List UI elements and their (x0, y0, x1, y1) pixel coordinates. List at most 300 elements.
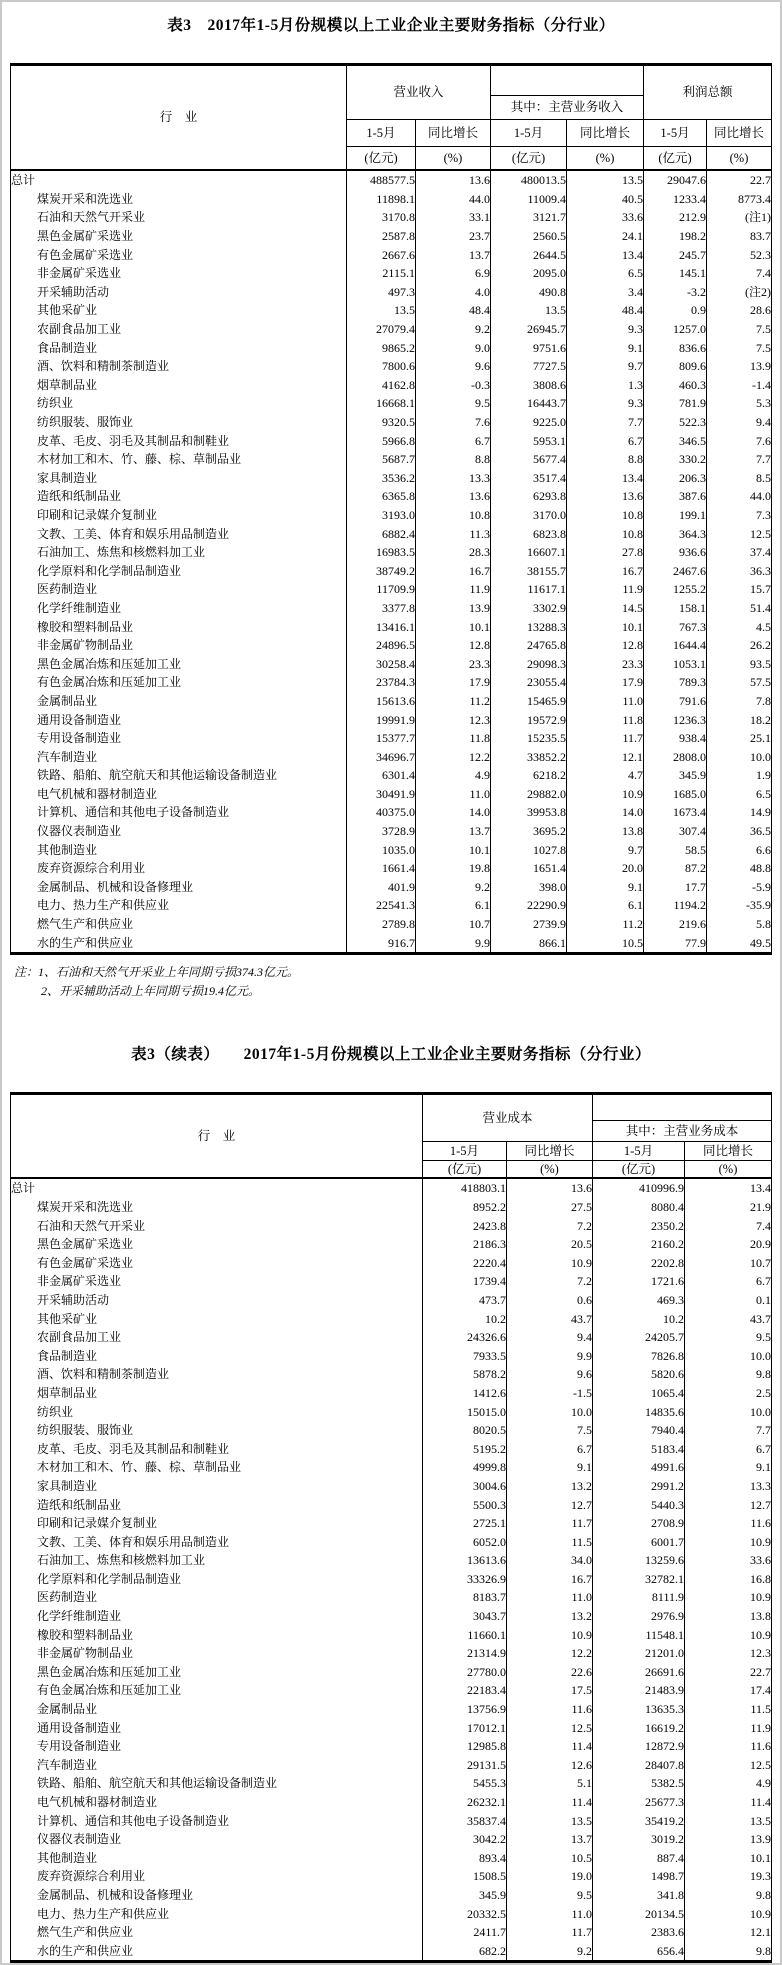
value-cell: 7.6 (707, 431, 772, 450)
value-cell: 522.3 (644, 413, 707, 432)
value-cell: 13288.3 (491, 617, 567, 636)
value-cell: 10.9 (506, 1625, 592, 1644)
value-cell: 9.1 (567, 878, 644, 897)
value-cell: 12.7 (506, 1495, 592, 1514)
value-cell: 145.1 (644, 264, 707, 283)
value-cell: 473.7 (422, 1291, 506, 1310)
table-row (10, 543, 771, 562)
industry-label: 石油加工、炼焦和核燃料加工业 (10, 1551, 422, 1570)
value-cell: 30491.9 (346, 785, 415, 804)
value-cell: 21201.0 (593, 1644, 685, 1663)
value-cell: 10.2 (593, 1309, 685, 1328)
industry-label: 金属制品、机械和设备修理业 (10, 878, 346, 897)
value-cell: 1508.5 (422, 1867, 506, 1886)
value-cell: 1.9 (707, 766, 772, 785)
value-cell: 346.5 (644, 431, 707, 450)
table-row (10, 524, 771, 543)
value-cell: 12.2 (506, 1644, 592, 1663)
value-cell: 26.2 (707, 636, 772, 655)
value-cell: 9.2 (415, 320, 490, 339)
value-cell: 11660.1 (422, 1625, 506, 1644)
value-cell: 7.4 (685, 1216, 772, 1235)
value-cell: 49.5 (707, 933, 772, 953)
value-cell: 8.8 (415, 450, 490, 469)
value-cell: 11.3 (415, 524, 490, 543)
table-row (10, 1681, 771, 1700)
value-cell: 6293.8 (491, 487, 567, 506)
industry-label: 橡胶和塑料制品业 (10, 1625, 422, 1644)
col-header-period: 1-5月 (644, 120, 707, 147)
value-cell: 1644.4 (644, 636, 707, 655)
value-cell: 21.9 (685, 1198, 772, 1217)
value-cell: 11.6 (685, 1737, 772, 1756)
table-row (10, 1365, 771, 1384)
value-cell: 3121.7 (491, 208, 567, 227)
value-cell: 4162.8 (346, 376, 415, 395)
table-row (10, 487, 771, 506)
industry-label: 医药制造业 (10, 1588, 422, 1607)
industry-label: 专用设备制造业 (10, 729, 346, 748)
value-cell: 6218.2 (491, 766, 567, 785)
industry-label: 印刷和记录媒介复制业 (10, 1514, 422, 1533)
footnote-1: 注：1、石油和天然气开采业上年同期亏损374.3亿元。 (14, 964, 300, 979)
value-cell: -3.2 (644, 283, 707, 302)
value-cell: 13.9 (707, 357, 772, 376)
value-cell: 3004.6 (422, 1477, 506, 1496)
industry-label: 石油和天然气开采业 (10, 208, 346, 227)
col-unit-value: (亿元) (593, 1161, 685, 1179)
value-cell: 10.8 (415, 506, 490, 525)
value-cell: 25677.3 (593, 1793, 685, 1812)
value-cell: 11009.4 (491, 190, 567, 209)
value-cell: 3170.0 (491, 506, 567, 525)
value-cell: 27780.0 (422, 1663, 506, 1682)
industry-label: 造纸和纸制品业 (10, 1495, 422, 1514)
col-header-period: 1-5月 (491, 120, 567, 147)
value-cell: 29098.3 (491, 654, 567, 673)
table-row (10, 1328, 771, 1347)
value-cell: 22183.4 (422, 1681, 506, 1700)
value-cell: 1035.0 (346, 840, 415, 859)
value-cell: 10.9 (685, 1588, 772, 1607)
value-cell: 11709.9 (346, 580, 415, 599)
value-cell: 12.1 (567, 747, 644, 766)
industry-label: 化学纤维制造业 (10, 1607, 422, 1626)
value-cell: 245.7 (644, 245, 707, 264)
table-row (10, 915, 771, 934)
value-cell: 44.0 (415, 190, 490, 209)
value-cell: 469.3 (593, 1291, 685, 1310)
table-row (10, 1551, 771, 1570)
value-cell: 21314.9 (422, 1644, 506, 1663)
value-cell: (注2) (707, 283, 772, 302)
value-cell: 2202.8 (593, 1254, 685, 1273)
value-cell: 398.0 (491, 878, 567, 897)
table-row (10, 1904, 771, 1923)
value-cell: 7933.5 (422, 1346, 506, 1365)
value-cell: (注1) (707, 208, 772, 227)
value-cell: 13.5 (506, 1811, 592, 1830)
table-row (10, 1718, 771, 1737)
value-cell: 3808.6 (491, 376, 567, 395)
value-cell: 11.6 (685, 1514, 772, 1533)
industry-label: 总计 (10, 170, 346, 190)
value-cell: 12.5 (685, 1756, 772, 1775)
industry-label: 木材加工和木、竹、藤、棕、草制品业 (10, 450, 346, 469)
value-cell: 9.6 (415, 357, 490, 376)
value-cell: 13.6 (415, 170, 490, 190)
value-cell: 10.9 (685, 1904, 772, 1923)
value-cell: 15613.6 (346, 692, 415, 711)
value-cell: 10.7 (685, 1254, 772, 1273)
value-cell: 22.7 (685, 1663, 772, 1682)
value-cell: 836.6 (644, 338, 707, 357)
value-cell: 9.5 (506, 1886, 592, 1905)
value-cell: 52.3 (707, 245, 772, 264)
value-cell: 57.5 (707, 673, 772, 692)
value-cell: 1236.3 (644, 710, 707, 729)
value-cell: 866.1 (491, 933, 567, 953)
value-cell: 460.3 (644, 376, 707, 395)
value-cell: 9.4 (506, 1328, 592, 1347)
value-cell: 12.8 (567, 636, 644, 655)
table-row (10, 1514, 771, 1533)
value-cell: 28.6 (707, 301, 772, 320)
value-cell: 11.0 (506, 1588, 592, 1607)
value-cell: 51.4 (707, 599, 772, 618)
value-cell: 38749.2 (346, 561, 415, 580)
value-cell: 5953.1 (491, 431, 567, 450)
col-group-revenue: 营业收入 (346, 65, 490, 120)
value-cell: 9.4 (707, 413, 772, 432)
value-cell: 8.5 (707, 469, 772, 488)
value-cell: 13.6 (567, 487, 644, 506)
value-cell: 13.7 (415, 822, 490, 841)
industry-label: 非金属矿物制品业 (10, 1644, 422, 1663)
industry-label: 纺织业 (10, 394, 346, 413)
table-row (10, 413, 771, 432)
value-cell: 6.5 (567, 264, 644, 283)
value-cell: 6.7 (567, 431, 644, 450)
value-cell: 198.2 (644, 227, 707, 246)
col-unit-value: (亿元) (644, 147, 707, 171)
value-cell: 158.1 (644, 599, 707, 618)
value-cell: 21483.9 (593, 1681, 685, 1700)
value-cell: 11548.1 (593, 1625, 685, 1644)
value-cell: 17.9 (567, 673, 644, 692)
value-cell: 4.9 (685, 1774, 772, 1793)
col-header-growth: 同比增长 (685, 1142, 772, 1161)
value-cell: 10.9 (506, 1254, 592, 1273)
value-cell: 28407.8 (593, 1756, 685, 1775)
value-cell: 2708.9 (593, 1514, 685, 1533)
value-cell: 5878.2 (422, 1365, 506, 1384)
value-cell: 26691.6 (593, 1663, 685, 1682)
value-cell: 10.7 (415, 915, 490, 934)
value-cell: 7.4 (707, 264, 772, 283)
value-cell: 34696.7 (346, 747, 415, 766)
value-cell: 43.7 (685, 1309, 772, 1328)
table-row (10, 1216, 771, 1235)
value-cell: 12.3 (685, 1644, 772, 1663)
value-cell: 15377.7 (346, 729, 415, 748)
table-financial-indicators-cost (10, 1092, 772, 1963)
value-cell: 0.6 (506, 1291, 592, 1310)
value-cell: 7940.4 (593, 1421, 685, 1440)
table-row (10, 1309, 771, 1328)
col-unit-pct: (%) (415, 147, 490, 171)
industry-label: 家具制造业 (10, 1477, 422, 1496)
value-cell: 29047.6 (644, 170, 707, 190)
value-cell: 33.6 (685, 1551, 772, 1570)
value-cell: 410996.9 (593, 1178, 685, 1198)
table-row (10, 394, 771, 413)
value-cell: 488577.5 (346, 170, 415, 190)
value-cell: 6.7 (506, 1439, 592, 1458)
value-cell: 48.4 (567, 301, 644, 320)
col-unit-pct: (%) (506, 1161, 592, 1179)
value-cell: 767.3 (644, 617, 707, 636)
value-cell: 10.5 (567, 933, 644, 953)
value-cell: 364.3 (644, 524, 707, 543)
value-cell: 14.5 (567, 599, 644, 618)
col-unit-pct: (%) (685, 1161, 772, 1179)
value-cell: 16.7 (567, 561, 644, 580)
value-cell: 6.7 (415, 431, 490, 450)
table-row (10, 1849, 771, 1868)
industry-label: 汽车制造业 (10, 747, 346, 766)
value-cell: 13.4 (685, 1178, 772, 1198)
table-row (10, 1793, 771, 1812)
value-cell: 3193.0 (346, 506, 415, 525)
value-cell: 11.9 (567, 580, 644, 599)
header-spacer (491, 65, 644, 96)
value-cell: 32782.1 (593, 1570, 685, 1589)
value-cell: 11.5 (685, 1700, 772, 1719)
industry-label: 电气机械和器材制造业 (10, 1793, 422, 1812)
value-cell: 16.7 (415, 561, 490, 580)
table-financial-indicators-revenue-profit (10, 63, 772, 955)
table-row (10, 1384, 771, 1403)
value-cell: 35837.4 (422, 1811, 506, 1830)
industry-label: 开采辅助活动 (10, 283, 346, 302)
industry-label: 非金属矿采选业 (10, 264, 346, 283)
industry-label: 煤炭开采和洗选业 (10, 190, 346, 209)
value-cell: 12.3 (415, 710, 490, 729)
value-cell: 789.3 (644, 673, 707, 692)
value-cell: 77.9 (644, 933, 707, 953)
industry-label: 食品制造业 (10, 338, 346, 357)
value-cell: 36.3 (707, 561, 772, 580)
value-cell: 1498.7 (593, 1867, 685, 1886)
table-row (10, 1756, 771, 1775)
value-cell: 43.7 (506, 1309, 592, 1328)
industry-label: 燃气生产和供应业 (10, 915, 346, 934)
value-cell: 3695.2 (491, 822, 567, 841)
value-cell: 23.3 (567, 654, 644, 673)
value-cell: 1673.4 (644, 803, 707, 822)
value-cell: 24326.6 (422, 1328, 506, 1347)
industry-label: 食品制造业 (10, 1346, 422, 1365)
value-cell: 8111.9 (593, 1588, 685, 1607)
table-row (10, 654, 771, 673)
value-cell: 10.2 (422, 1309, 506, 1328)
value-cell: 33852.2 (491, 747, 567, 766)
value-cell: 9.7 (567, 840, 644, 859)
value-cell: 13.6 (506, 1178, 592, 1198)
value-cell: 15015.0 (422, 1402, 506, 1421)
industry-label: 农副食品加工业 (10, 320, 346, 339)
value-cell: 11.7 (506, 1514, 592, 1533)
value-cell: 48.8 (707, 859, 772, 878)
value-cell: 1194.2 (644, 896, 707, 915)
value-cell: 9.3 (567, 320, 644, 339)
value-cell: 23.7 (415, 227, 490, 246)
industry-label: 造纸和纸制品业 (10, 487, 346, 506)
industry-label: 废弃资源综合利用业 (10, 859, 346, 878)
value-cell: 16668.1 (346, 394, 415, 413)
value-cell: 18.2 (707, 710, 772, 729)
industry-label: 酒、饮料和精制茶制造业 (10, 1365, 422, 1384)
footnote-2: 2、开采辅助活动上年同期亏损19.4亿元。 (41, 983, 261, 998)
table-row (10, 878, 771, 897)
value-cell: 6.7 (685, 1272, 772, 1291)
value-cell: 3302.9 (491, 599, 567, 618)
table-row (10, 469, 771, 488)
table1-title: 表3 2017年1-5月份规模以上工业企业主要财务指标（分行业） (167, 17, 615, 34)
industry-label: 通用设备制造业 (10, 1718, 422, 1737)
value-cell: 11.4 (506, 1793, 592, 1812)
value-cell: 7.7 (685, 1421, 772, 1440)
value-cell: 387.6 (644, 487, 707, 506)
value-cell: 23055.4 (491, 673, 567, 692)
value-cell: 24765.8 (491, 636, 567, 655)
value-cell: 6.7 (685, 1439, 772, 1458)
value-cell: 5677.4 (491, 450, 567, 469)
col-header-industry: 行 业 (10, 1094, 422, 1179)
value-cell: 3728.9 (346, 822, 415, 841)
value-cell: 10.5 (506, 1849, 592, 1868)
value-cell: 87.2 (644, 859, 707, 878)
table-row (10, 1346, 771, 1365)
value-cell: 9.9 (415, 933, 490, 953)
table-row (10, 617, 771, 636)
value-cell: 938.4 (644, 729, 707, 748)
value-cell: 11.0 (567, 692, 644, 711)
value-cell: 5820.6 (593, 1365, 685, 1384)
value-cell: 19.8 (415, 859, 490, 878)
value-cell: 13.6 (415, 487, 490, 506)
industry-label: 仪器仪表制造业 (10, 1830, 422, 1849)
value-cell: -1.4 (707, 376, 772, 395)
value-cell: 11.8 (415, 729, 490, 748)
value-cell: 9.5 (415, 394, 490, 413)
table-row (10, 1588, 771, 1607)
table-row (10, 1570, 771, 1589)
value-cell: 2115.1 (346, 264, 415, 283)
value-cell: 2220.4 (422, 1254, 506, 1273)
value-cell: 7.7 (707, 450, 772, 469)
table-row (10, 822, 771, 841)
value-cell: 7.2 (506, 1216, 592, 1235)
industry-label: 电力、热力生产和供应业 (10, 896, 346, 915)
table-row (10, 1607, 771, 1626)
value-cell: 5382.5 (593, 1774, 685, 1793)
value-cell: 83.7 (707, 227, 772, 246)
value-cell: 17.9 (415, 673, 490, 692)
value-cell: 12.8 (415, 636, 490, 655)
value-cell: 48.4 (415, 301, 490, 320)
value-cell: 27079.4 (346, 320, 415, 339)
value-cell: 7826.8 (593, 1346, 685, 1365)
value-cell: 3377.8 (346, 599, 415, 618)
value-cell: 341.8 (593, 1886, 685, 1905)
value-cell: 11.9 (415, 580, 490, 599)
table-row (10, 599, 771, 618)
table-row (10, 896, 771, 915)
table-row (10, 1458, 771, 1477)
table-row (10, 1495, 771, 1514)
value-cell: 3536.2 (346, 469, 415, 488)
value-cell: 0.1 (685, 1291, 772, 1310)
value-cell: 15235.5 (491, 729, 567, 748)
value-cell: 13.2 (506, 1607, 592, 1626)
value-cell: 1257.0 (644, 320, 707, 339)
value-cell: 14.9 (707, 803, 772, 822)
table-row (10, 301, 771, 320)
value-cell: 2383.6 (593, 1923, 685, 1942)
value-cell: 37.4 (707, 543, 772, 562)
industry-label: 石油和天然气开采业 (10, 1216, 422, 1235)
industry-label: 酒、饮料和精制茶制造业 (10, 357, 346, 376)
value-cell: 11.0 (506, 1904, 592, 1923)
value-cell: 5.3 (707, 394, 772, 413)
table-row (10, 1178, 771, 1198)
value-cell: 13.7 (415, 245, 490, 264)
industry-label: 燃气生产和供应业 (10, 1923, 422, 1942)
value-cell: 480013.5 (491, 170, 567, 190)
table2-header (10, 1094, 771, 1179)
value-cell: 23.3 (415, 654, 490, 673)
industry-label: 医药制造业 (10, 580, 346, 599)
table-row (10, 170, 771, 190)
value-cell: 19.0 (506, 1867, 592, 1886)
industry-label: 石油加工、炼焦和核燃料加工业 (10, 543, 346, 562)
table-row (10, 1830, 771, 1849)
value-cell: 656.4 (593, 1941, 685, 1961)
value-cell: 15465.9 (491, 692, 567, 711)
value-cell: 2808.0 (644, 747, 707, 766)
industry-label: 非金属矿物制品业 (10, 636, 346, 655)
industry-label: 电气机械和器材制造业 (10, 785, 346, 804)
value-cell: 23784.3 (346, 673, 415, 692)
value-cell: 20.5 (506, 1235, 592, 1254)
value-cell: 7.5 (506, 1421, 592, 1440)
value-cell: 8183.7 (422, 1588, 506, 1607)
industry-label: 电力、热力生产和供应业 (10, 1904, 422, 1923)
value-cell: 11898.1 (346, 190, 415, 209)
industry-label: 计算机、通信和其他电子设备制造业 (10, 803, 346, 822)
value-cell: 13.3 (415, 469, 490, 488)
value-cell: 490.8 (491, 283, 567, 302)
value-cell: 10.1 (415, 617, 490, 636)
value-cell: 2789.8 (346, 915, 415, 934)
value-cell: 13.9 (415, 599, 490, 618)
value-cell: 682.2 (422, 1941, 506, 1961)
value-cell: 199.1 (644, 506, 707, 525)
value-cell: 307.4 (644, 822, 707, 841)
value-cell: 33.1 (415, 208, 490, 227)
